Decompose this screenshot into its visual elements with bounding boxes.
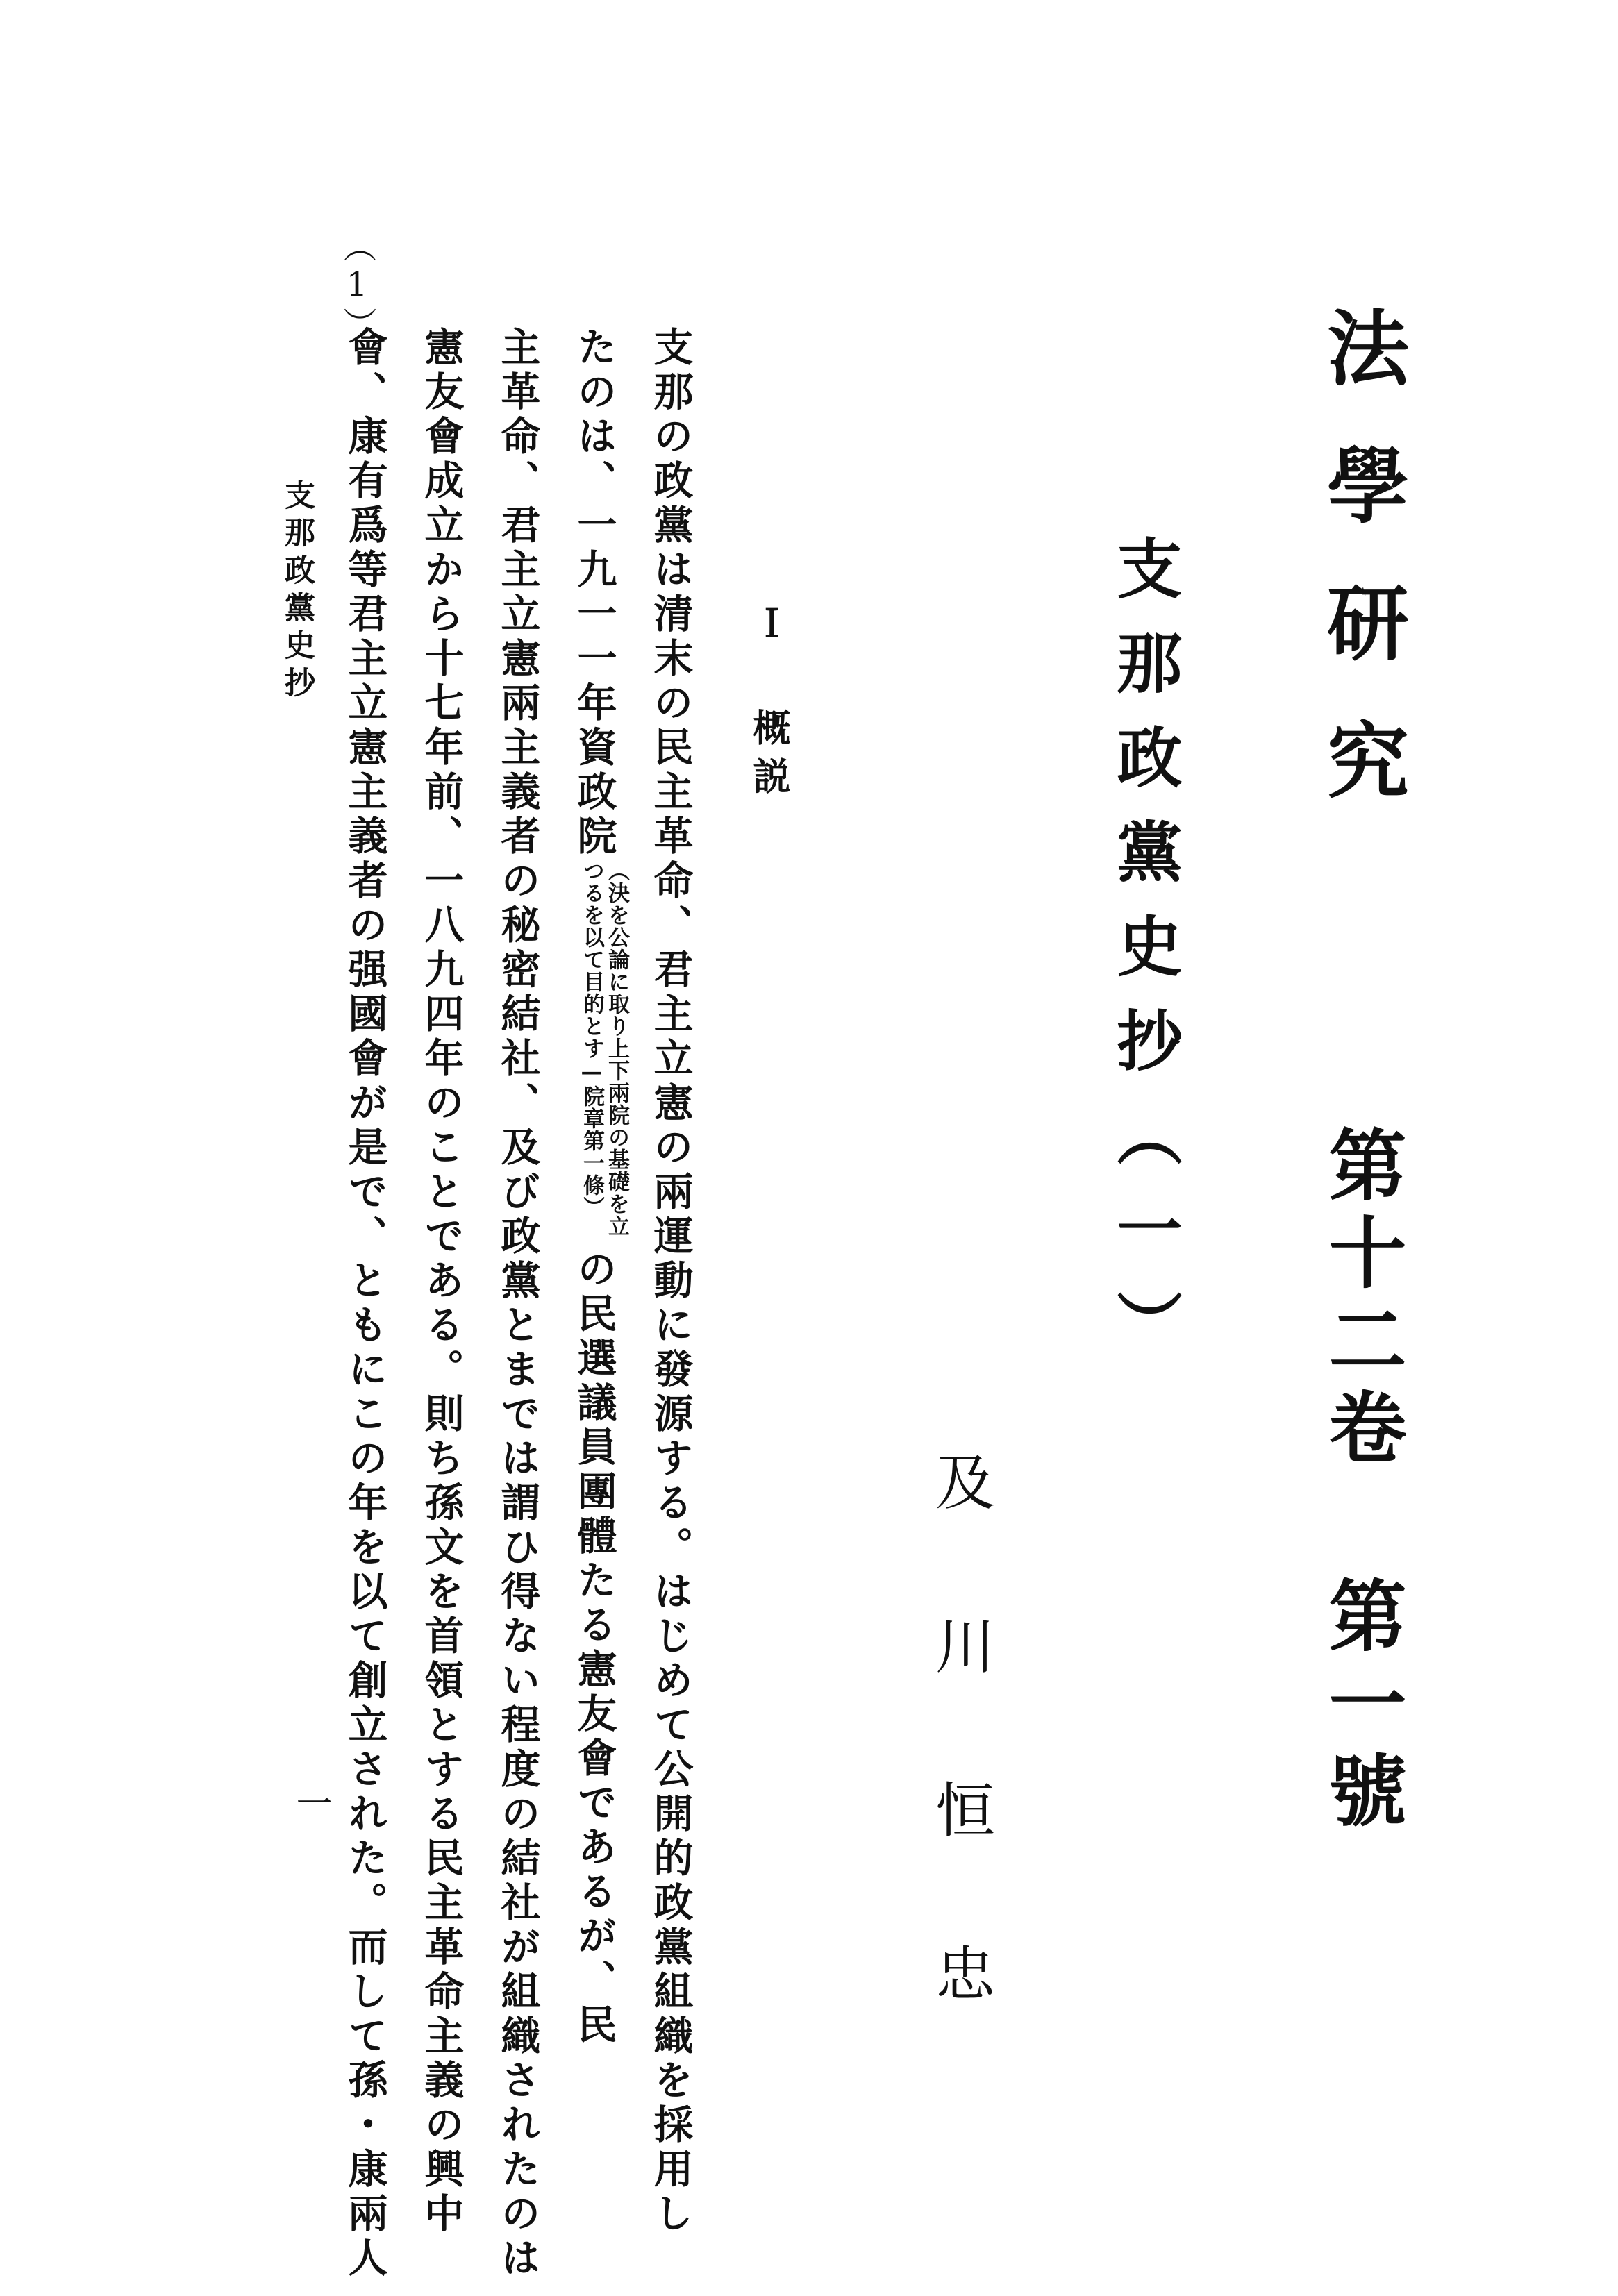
- page-marker: （1）: [337, 229, 376, 343]
- body-line-2: [556, 326, 632, 2048]
- body-line-2-end: の民選議員團體たる憲友會であるが、民: [571, 1248, 617, 2048]
- body-line-5: 會、康有爲等君主立憲主義者の强國會が是で、ともにこの年を以て創立された。而して孫・康兩人: [342, 326, 388, 2281]
- body-line-2-start: たのは、一九一一年資政院: [571, 326, 617, 860]
- journal-title: 法學研究: [1313, 305, 1410, 855]
- page-number: 一: [290, 1784, 331, 1820]
- author-name: 及川恒忠: [925, 1451, 994, 2106]
- section-heading: Ｉ 概説: [747, 604, 792, 805]
- body-line-3: 主革命、君主立憲兩主義者の秘密結社、及び政黨とまでは謂ひ得ない程度の結社が組織されたのは: [494, 326, 541, 2281]
- volume-issue: 第十二卷 第一號: [1316, 1125, 1407, 1838]
- body-line-1: 支那の政黨は清末の民主革命、君主立憲の兩運動に發源する。はじめて公開的政黨組織を採用し: [647, 326, 694, 2237]
- article-title: 支那政黨史抄（一）: [1106, 535, 1182, 1384]
- body-text: [326, 326, 708, 2281]
- running-head: 支那政黨史抄: [279, 479, 315, 704]
- inline-note: （決を公論に取り上下兩院の基礎を立つるを以て目的とす—院章第一條）: [579, 860, 629, 1237]
- body-line-4: 憲友會成立から十七年前、一八九四年のことである。則ち孫文を首領とする民主革命主義の興中: [418, 326, 465, 2237]
